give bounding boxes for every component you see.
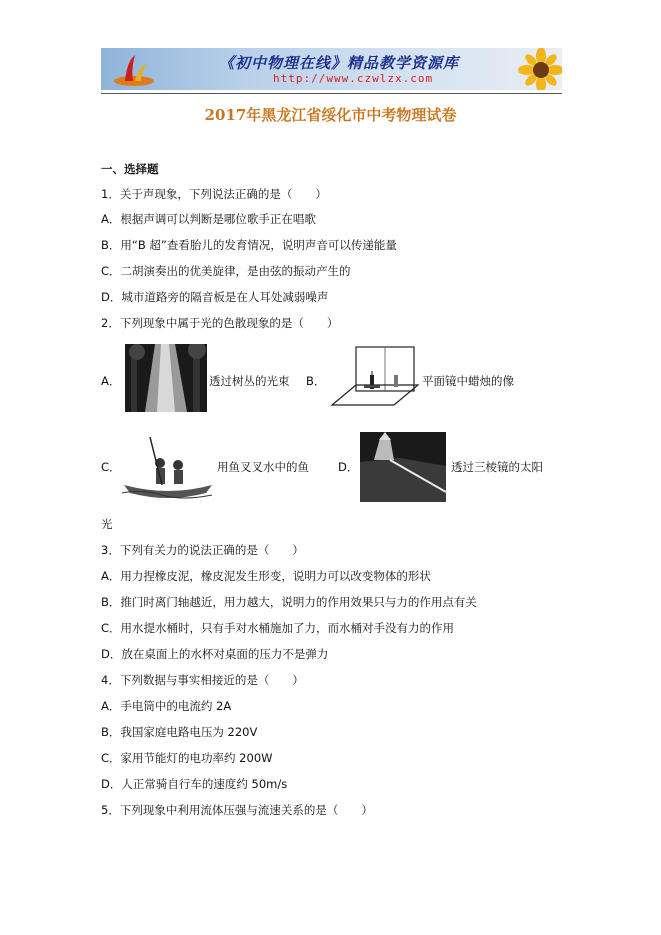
question-2-option-b-text: 平面镜中蜡烛的像 (422, 374, 514, 388)
question-4-stem: 4．下列数据与事实相接近的是（ ） (101, 673, 304, 687)
question-4-option-b: B．我国家庭电路电压为 220V (101, 725, 258, 739)
question-3-stem: 3．下列有关力的说法正确的是（ ） (101, 543, 304, 557)
question-2-option-d-text: 透过三棱镜的太阳 (451, 460, 543, 474)
header-banner (101, 48, 562, 90)
question-1-option-b: B．用“B 超”查看胎儿的发育情况，说明声音可以传递能量 (101, 238, 397, 252)
exam-title: 2017年黑龙江省绥化市中考物理试卷 (204, 106, 457, 124)
banner-divider (101, 93, 562, 94)
section-heading: 一、选择题 (101, 162, 159, 176)
question-3-option-d: D．放在桌面上的水杯对桌面的压力不是弹力 (101, 647, 329, 661)
question-1-option-a: A．根据声调可以判断是哪位歌手正在唱歌 (101, 212, 316, 226)
spear-fishing-image (122, 435, 214, 503)
question-2-option-d-text-wrap: 光 (101, 517, 113, 531)
question-3-option-a: A．用力捏橡皮泥，橡皮泥发生形变，说明力可以改变物体的形状 (101, 569, 431, 583)
question-4-option-a: A．手电筒中的电流约 2A (101, 699, 232, 713)
question-3-option-b: B．推门时离门轴越近，用力越大，说明力的作用效果只与力的作用点有关 (101, 595, 477, 609)
question-4-option-d: D．人正常骑自行车的速度约 50m/s (101, 777, 288, 791)
question-2-option-a-text: 透过树丛的光束 (209, 374, 290, 388)
tree-light-beam-image (125, 344, 207, 412)
question-2-option-a-letter: A． (101, 374, 121, 388)
question-5-stem: 5．下列现象中利用流体压强与流速关系的是（ ） (101, 803, 373, 817)
sunflower-icon (513, 48, 562, 90)
question-2-option-d-letter: D． (338, 460, 359, 474)
question-2-option-b-letter: B． (306, 374, 326, 388)
banner-url: http://www.czwlzx.com (273, 72, 434, 85)
question-4-option-c: C．家用节能灯的电功率约 200W (101, 751, 273, 765)
question-2-option-c-letter: C． (101, 460, 121, 474)
banner-title: 《初中物理在线》精品教学资源库 (219, 54, 460, 72)
mirror-candle-image (328, 345, 420, 413)
prism-sunlight-image (360, 432, 446, 502)
question-2-option-c-text: 用鱼叉叉水中的鱼 (217, 460, 309, 474)
question-1-stem: 1．关于声现象，下列说法正确的是（ ） (101, 187, 327, 201)
question-2-stem: 2．下列现象中属于光的色散现象的是（ ） (101, 316, 339, 330)
question-3-option-c: C．用水提水桶时，只有手对水桶施加了力，而水桶对手没有力的作用 (101, 621, 455, 635)
question-1-option-c: C．二胡演奏出的优美旋律，是由弦的振动产生的 (101, 264, 351, 278)
site-logo-icon (111, 51, 157, 87)
question-1-option-d: D．城市道路旁的隔音板是在人耳处减弱噪声 (101, 290, 329, 304)
